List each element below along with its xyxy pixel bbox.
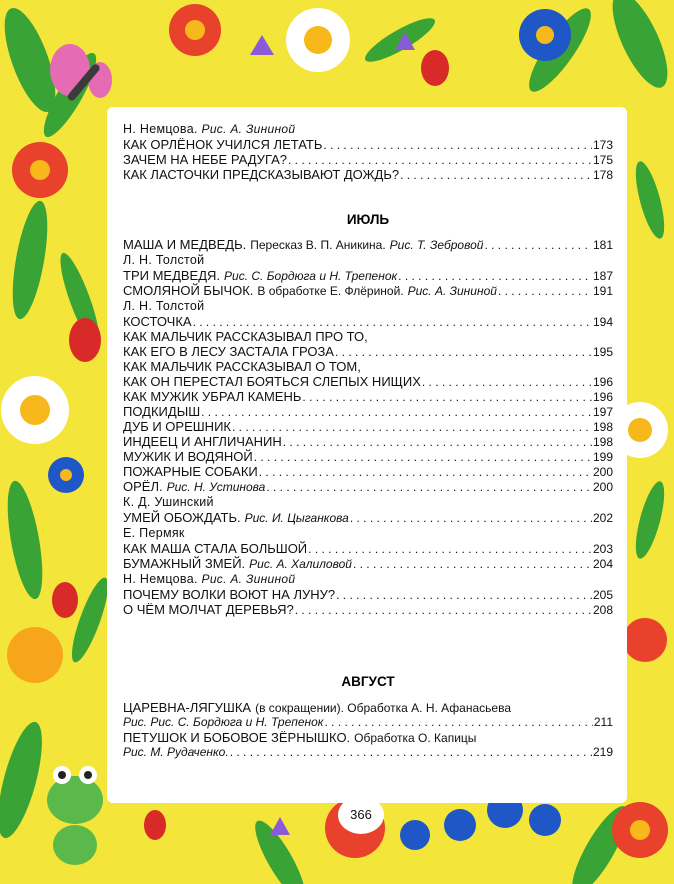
- toc-entry: МАША И МЕДВЕДЬ. Пересказ В. П. Аникина. Рис. Т. Зебровой . . . 181: [123, 237, 613, 252]
- toc-entry: Рис. Рис. С. Бордюга и Н. Трепенок . . . 211: [123, 715, 613, 730]
- toc-entry: КАК МАША СТАЛА БОЛЬШОЙ . . . 203: [123, 541, 613, 556]
- author-line: Н. Немцова. Рис. А. Зининой: [123, 572, 296, 586]
- toc-entry: КОСТОЧКА . . . 194: [123, 314, 613, 329]
- toc-entry: ДУБ И ОРЕШНИК . . . 198: [123, 419, 613, 434]
- author-line: Л. Н. Толстой: [123, 253, 205, 267]
- toc-entry: Рис. М. Рудаченко. . . . 219: [123, 745, 613, 760]
- toc-entry-line1: КАК МАЛЬЧИК РАССКАЗЫВАЛ О ТОМ,: [123, 359, 361, 374]
- toc-entry: ТРИ МЕДВЕДЯ. Рис. С. Бордюга и Н. Трепенок . . . 187: [123, 268, 613, 283]
- toc-entry: ПОЖАРНЫЕ СОБАКИ . . . 200: [123, 464, 613, 479]
- toc-entry: КАК ЛАСТОЧКИ ПРЕДСКАЗЫВАЮТ ДОЖДЬ? . . . 178: [123, 167, 613, 182]
- toc-entry: УМЕЙ ОБОЖДАТЬ. Рис. И. Цыганкова . . . 202: [123, 510, 613, 525]
- toc-entry: БУМАЖНЫЙ ЗМЕЙ. Рис. А. Халиловой . . . 204: [123, 556, 613, 571]
- toc-entry: ИНДЕЕЦ И АНГЛИЧАНИН . . . 198: [123, 434, 613, 449]
- toc-entry: КАК МУЖИК УБРАЛ КАМЕНЬ . . . 196: [123, 389, 613, 404]
- toc-entry-line1: ПЕТУШОК И БОБОВОЕ ЗЁРНЫШКО. Обработка О. Капицы: [123, 730, 477, 745]
- section-heading-july: ИЮЛЬ: [346, 212, 390, 227]
- toc-entry-line1: КАК МАЛЬЧИК РАССКАЗЫВАЛ ПРО ТО,: [123, 329, 368, 344]
- toc-entry: ЗАЧЕМ НА НЕБЕ РАДУГА? . . . 175: [123, 152, 613, 167]
- section-heading-august: АВГУСТ: [341, 674, 395, 689]
- toc-entry: МУЖИК И ВОДЯНОЙ . . . 199: [123, 449, 613, 464]
- toc-entry: КАК ЕГО В ЛЕСУ ЗАСТАЛА ГРОЗА . . . 195: [123, 344, 613, 359]
- toc-block-1: [123, 121, 613, 182]
- toc-entry-line1: ЦАРЕВНА-ЛЯГУШКА (в сокращении). Обработка А. Н. Афанасьева: [123, 700, 511, 715]
- toc-block-july: [123, 237, 613, 617]
- toc-entry: О ЧЁМ МОЛЧАТ ДЕРЕВЬЯ? . . . 208: [123, 602, 613, 617]
- toc-entry: КАК ОН ПЕРЕСТАЛ БОЯТЬСЯ СЛЕПЫХ НИЩИХ . . . 196: [123, 374, 613, 389]
- author-line: Е. Пермяк: [123, 526, 185, 540]
- toc-entry: ПОДКИДЫШ . . . 197: [123, 404, 613, 419]
- toc-entry: ОРЁЛ. Рис. Н. Устинова . . . 200: [123, 479, 613, 494]
- author-line: Н. Немцова. Рис. А. Зининой: [123, 122, 296, 136]
- toc-entry: СМОЛЯНОЙ БЫЧОК. В обработке Е. Флёриной. Рис. А. Зининой . . . 191: [123, 283, 613, 298]
- author-line: К. Д. Ушинский: [123, 495, 214, 509]
- author-line: Л. Н. Толстой: [123, 299, 205, 313]
- toc-entry: ПОЧЕМУ ВОЛКИ ВОЮТ НА ЛУНУ? . . . 205: [123, 587, 613, 602]
- page-number: 366: [338, 796, 384, 834]
- toc-block-august: [123, 700, 613, 760]
- toc-entry: КАК ОРЛЁНОК УЧИЛСЯ ЛЕТАТЬ . . . 173: [123, 137, 613, 152]
